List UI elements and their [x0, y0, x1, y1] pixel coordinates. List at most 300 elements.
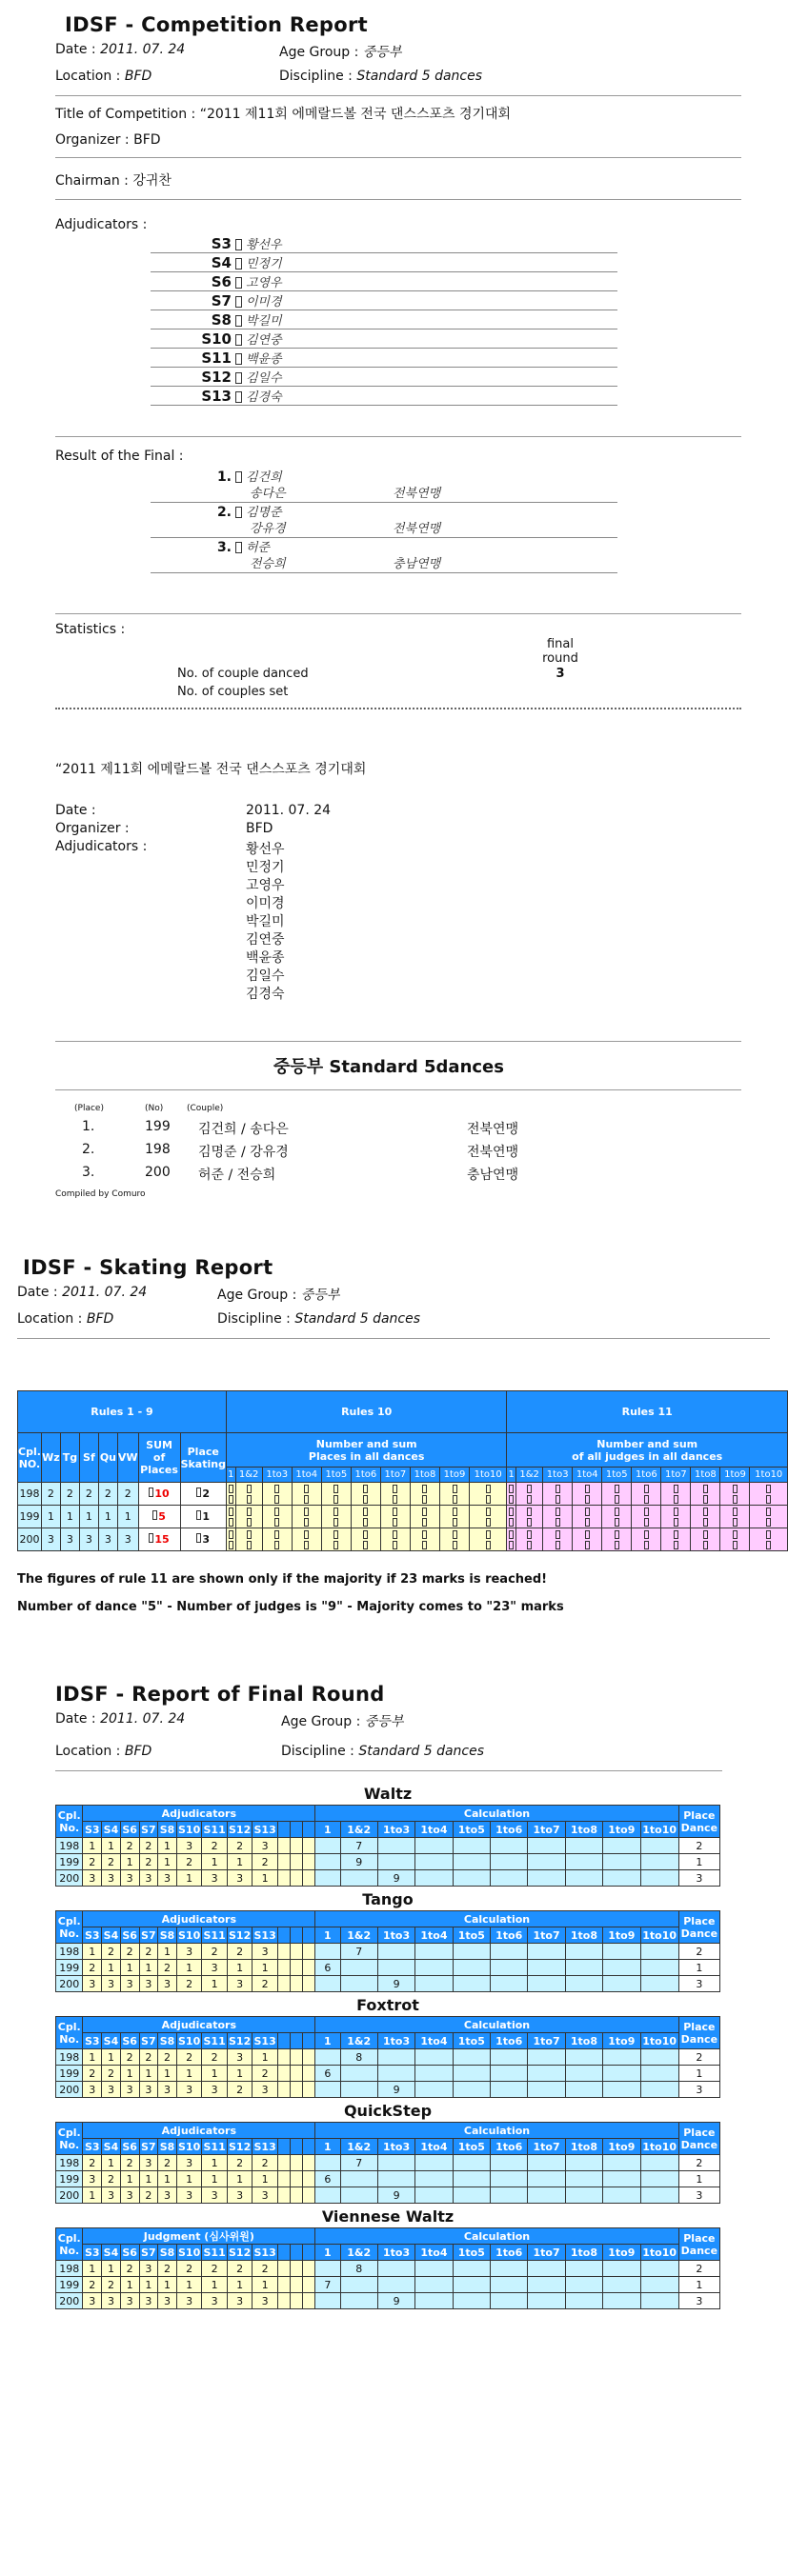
calc-cell: 9: [377, 2082, 414, 2098]
calculation-header: Calculation: [315, 2228, 678, 2245]
judge-col-blank: [291, 1822, 303, 1838]
calc-col-header: 1to5: [453, 2139, 490, 2155]
place-label: Place: [683, 1914, 716, 1927]
calc-col-header: 1to3: [262, 1468, 292, 1483]
judgment-header: Judgment (심사위원): [83, 2228, 315, 2245]
calc-cell: [640, 1854, 678, 1870]
calc-cell: [453, 2155, 490, 2171]
judge-mark: 2: [158, 2049, 177, 2066]
mark-blank: [303, 2261, 315, 2277]
divider: [55, 157, 741, 158]
calc-col-header: 1to3: [377, 1927, 414, 1944]
no-label: No.: [59, 1927, 80, 1940]
box-icon: [585, 1508, 590, 1516]
calc-cell: [377, 2049, 414, 2066]
box-icon: [196, 1533, 201, 1543]
calc-cell: [528, 1838, 565, 1854]
final-title: IDSF - Report of Final Round: [55, 1683, 385, 1706]
calc-col-header: 1to10: [470, 1468, 507, 1483]
calculation-header: Calculation: [315, 2123, 678, 2139]
judge-mark: 3: [120, 2293, 139, 2309]
rule11-cell: [750, 1528, 788, 1551]
final-dance-table: [55, 2227, 720, 2309]
judge-col-header: S4: [102, 1927, 121, 1944]
judge-col-blank: [303, 2033, 315, 2049]
divider: [55, 1770, 722, 1771]
place-dance: 3: [678, 1976, 719, 1992]
discipline-label: Discipline :: [281, 1744, 354, 1759]
place-label: Place: [683, 2020, 716, 2033]
summary-date-label: Date :: [55, 803, 96, 818]
summary-place: 2.: [82, 1142, 95, 1157]
judge-mark: 3: [227, 2049, 253, 2066]
calc-cell: [565, 1960, 602, 1976]
box-icon: [422, 1518, 427, 1527]
calc-cell: 9: [340, 1854, 377, 1870]
rule10-cell: [235, 1483, 262, 1506]
summary-no: 198: [145, 1142, 171, 1157]
rule11-cell: [516, 1528, 543, 1551]
mark-blank: [303, 2277, 315, 2293]
judge-mark: 2: [158, 2155, 177, 2171]
box-icon: [393, 1495, 397, 1504]
rule11-cell: [573, 1483, 602, 1506]
calc-cell: [640, 2171, 678, 2187]
judge-mark: 3: [83, 1870, 102, 1887]
final-row: [56, 2171, 720, 2187]
calc-cell: [603, 2261, 640, 2277]
judge-mark: 1: [202, 2277, 228, 2293]
skating-table: [17, 1390, 788, 1551]
result-label: Result of the Final :: [55, 449, 184, 464]
box-icon: [486, 1541, 491, 1549]
judge-mark: 1: [83, 2261, 102, 2277]
dance-col-header: Sf: [79, 1433, 98, 1483]
box-icon: [274, 1541, 279, 1549]
calc-cell: [315, 2082, 340, 2098]
calc-cell: [453, 1944, 490, 1960]
chairman-label: Chairman :: [55, 173, 129, 189]
calc-cell: [603, 1838, 640, 1854]
box-icon: [766, 1541, 771, 1549]
sum-value: 5: [158, 1510, 166, 1523]
place-dance: 3: [678, 2293, 719, 2309]
judge-mark: 1: [253, 2171, 278, 2187]
calc-col-header: 1to7: [528, 1927, 565, 1944]
mark-blank: [277, 1870, 290, 1887]
judge-mark: 3: [202, 1870, 228, 1887]
final-row: [56, 1976, 720, 1992]
divider: [55, 199, 741, 200]
judge-col-header: S6: [120, 2139, 139, 2155]
judge-mark: 1: [158, 2171, 177, 2187]
place-dance-header: [678, 2123, 719, 2155]
sum-of-places: [138, 1528, 180, 1551]
calc-cell: [640, 1976, 678, 1992]
judge-mark: 3: [176, 1944, 202, 1960]
adjudicator-row: [151, 272, 617, 291]
judge-col-header: S7: [139, 1822, 158, 1838]
couple-no: 200: [18, 1528, 42, 1551]
rule10-cell: [226, 1506, 235, 1528]
calc-cell: [603, 1870, 640, 1887]
calc-col-header: 1to8: [565, 1822, 602, 1838]
mark-blank: [277, 1960, 290, 1976]
summary-couple: 김건희 / 송다은: [198, 1122, 289, 1137]
judge-mark: 2: [102, 1854, 121, 1870]
calc-cell: 6: [315, 2171, 340, 2187]
calc-cell: [640, 2049, 678, 2066]
calc-col-header: 1to9: [603, 1822, 640, 1838]
final-result-item: [151, 538, 617, 573]
box-icon: [703, 1495, 708, 1504]
divider: [55, 708, 741, 709]
calc-cell: [415, 1854, 453, 1870]
calc-col-header: 1to4: [415, 2139, 453, 2155]
calc-cell: [640, 2082, 678, 2098]
calc-cell: [603, 2155, 640, 2171]
rules-11-header: Rules 11: [507, 1391, 788, 1433]
rule11-cell: [661, 1483, 691, 1506]
rule10-cell: [410, 1528, 439, 1551]
result-name-1: 허준: [246, 541, 271, 555]
calc-cell: 6: [315, 2066, 340, 2082]
calc-cell: [377, 2171, 414, 2187]
calc-cell: [315, 2293, 340, 2309]
calc-col-header: 1to8: [691, 1468, 720, 1483]
judge-mark: 3: [120, 1976, 139, 1992]
box-icon: [585, 1530, 590, 1539]
adjudicators-label: Adjudicators :: [55, 217, 148, 232]
skating-note-1: The figures of rule 11 are shown only if the majority if 23 marks is reached!: [17, 1572, 548, 1587]
cpl-no-header: [56, 2123, 83, 2155]
judge-mark: 2: [253, 2261, 278, 2277]
age-value: 중등부: [362, 45, 402, 60]
calc-col-header: 1to8: [565, 2033, 602, 2049]
date-label: Date :: [55, 1711, 96, 1727]
number-sum-label: Number and sum: [315, 1437, 417, 1450]
age-value: 중등부: [364, 1714, 404, 1729]
report-title: IDSF - Competition Report: [65, 13, 368, 36]
adjudicator-name: 황선우: [246, 238, 282, 252]
rule11-cell: [691, 1528, 720, 1551]
box-icon: [247, 1485, 252, 1493]
judge-col-header: S8: [158, 1822, 177, 1838]
calc-cell: [340, 1960, 377, 1976]
rule11-cell: [507, 1528, 516, 1551]
place-skating: [180, 1483, 226, 1506]
divider: [55, 436, 741, 437]
rule11-cell: [720, 1506, 750, 1528]
final-row: [56, 2261, 720, 2277]
judge-mark: 2: [139, 1944, 158, 1960]
mark-blank: [291, 2155, 303, 2171]
box-icon: [393, 1485, 397, 1493]
statistics-table: [55, 637, 741, 708]
adjudicator-row: [151, 310, 617, 329]
judge-mark: 3: [120, 1870, 139, 1887]
judge-mark: 1: [158, 1944, 177, 1960]
judge-mark: 3: [227, 1870, 253, 1887]
divider: [55, 1089, 741, 1090]
box-icon: [247, 1530, 252, 1539]
box-icon: [363, 1485, 368, 1493]
judge-col-blank: [277, 2139, 290, 2155]
dance-title: Viennese Waltz: [321, 2207, 455, 2226]
summary-adjudicator: 황선우: [246, 842, 285, 857]
event-title: 중등부 Standard 5dances: [273, 1057, 504, 1077]
judge-mark: 3: [139, 2293, 158, 2309]
calc-cell: 9: [377, 2293, 414, 2309]
result-place: 3.: [216, 540, 232, 555]
box-icon: [235, 296, 242, 308]
calc-cell: [565, 2049, 602, 2066]
rule10-cell: [470, 1528, 507, 1551]
calc-cell: [340, 1976, 377, 1992]
rule10-cell: [410, 1506, 439, 1528]
place-dance: 1: [678, 1960, 719, 1976]
judge-col-blank: [277, 1822, 290, 1838]
statistics-label: Statistics :: [55, 622, 126, 637]
adjudicators-header: Adjudicators: [83, 2017, 315, 2033]
judge-mark: 3: [158, 2082, 177, 2098]
judge-mark: 1: [102, 2155, 121, 2171]
calc-cell: [315, 2049, 340, 2066]
rule10-cell: [262, 1506, 292, 1528]
box-icon: [733, 1518, 737, 1527]
cpl-label: Cpl.: [57, 2020, 81, 2033]
judge-mark: 3: [176, 2082, 202, 2098]
judge-mark: 1: [83, 2049, 102, 2066]
box-icon: [274, 1530, 279, 1539]
rule11-cell: [602, 1506, 632, 1528]
discipline-value: Standard 5 dances: [358, 1744, 485, 1759]
no-label: No.: [59, 2138, 80, 2151]
judge-col-header: S7: [139, 2033, 158, 2049]
box-icon: [422, 1508, 427, 1516]
calc-col-header: 1to6: [491, 1927, 528, 1944]
skating-row: [18, 1506, 788, 1528]
calc-cell: [453, 2261, 490, 2277]
final-result-item: [151, 468, 617, 503]
judge-mark: 1: [120, 2277, 139, 2293]
calc-col-header: 1&2: [235, 1468, 262, 1483]
box-icon: [644, 1518, 649, 1527]
judge-mark: 1: [176, 1960, 202, 1976]
skating-title: IDSF - Skating Report: [23, 1256, 273, 1279]
box-icon: [556, 1541, 560, 1549]
calc-cell: [603, 1944, 640, 1960]
box-icon: [274, 1508, 279, 1516]
rule10-cell: [380, 1506, 410, 1528]
judge-mark: 3: [158, 2293, 177, 2309]
calc-col-header: 1to10: [640, 2033, 678, 2049]
final-dance-table: [55, 1805, 720, 1887]
judge-col-blank: [291, 2245, 303, 2261]
stat-row-set: No. of couples set: [177, 685, 289, 699]
rule10-cell: [292, 1483, 321, 1506]
rule11-cell: [661, 1528, 691, 1551]
mark-blank: [291, 2277, 303, 2293]
judge-mark: 2: [202, 2049, 228, 2066]
result-name-2: 강유경: [250, 522, 286, 536]
rule11-cell: [720, 1528, 750, 1551]
judge-col-header: S3: [83, 2033, 102, 2049]
adjudicator-code: S4: [211, 254, 232, 271]
mark-blank: [303, 1854, 315, 1870]
calc-cell: [491, 2155, 528, 2171]
box-icon: [229, 1530, 233, 1539]
box-icon: [486, 1530, 491, 1539]
judge-mark: 2: [120, 1838, 139, 1854]
box-icon: [235, 239, 242, 250]
calc-cell: [528, 2261, 565, 2277]
judge-mark: 1: [227, 1960, 253, 1976]
date-label: Date :: [17, 1285, 58, 1300]
box-icon: [393, 1508, 397, 1516]
calc-cell: [340, 2066, 377, 2082]
result-place: 1.: [216, 469, 232, 485]
rule11-cell: [661, 1506, 691, 1528]
calc-cell: [377, 2155, 414, 2171]
calc-cell: [491, 1944, 528, 1960]
box-icon: [304, 1495, 309, 1504]
calc-cell: [640, 1944, 678, 1960]
calc-cell: [640, 2155, 678, 2171]
box-icon: [615, 1530, 619, 1539]
cpl-label: Cpl.: [57, 2231, 81, 2245]
competition-summary: [55, 759, 741, 1199]
box-icon: [247, 1495, 252, 1504]
calc-cell: [340, 2277, 377, 2293]
calc-col-header: 1&2: [340, 2245, 377, 2261]
judge-mark: 2: [227, 1838, 253, 1854]
judge-col-header: S3: [83, 2245, 102, 2261]
judge-mark: 2: [176, 1976, 202, 1992]
box-icon: [393, 1518, 397, 1527]
judge-col-header: S7: [139, 1927, 158, 1944]
summary-organizer: BFD: [246, 821, 273, 836]
judge-mark: 3: [158, 2187, 177, 2204]
box-icon: [393, 1541, 397, 1549]
final-dances: [0, 1785, 788, 2309]
calc-cell: [565, 2277, 602, 2293]
place-dance: 3: [678, 2187, 719, 2204]
judge-mark: 3: [176, 2293, 202, 2309]
calc-col-header: 1to9: [603, 2245, 640, 2261]
adjudicator-row: [151, 291, 617, 310]
date-value: 2011. 07. 24: [100, 1711, 186, 1727]
adjudicator-name: 고영우: [246, 276, 282, 290]
box-icon: [363, 1508, 368, 1516]
place-dance: 1: [678, 2066, 719, 2082]
box-icon: [674, 1508, 678, 1516]
judge-mark: 1: [139, 1960, 158, 1976]
judge-col-header: S10: [178, 1928, 201, 1942]
couple-no: 199: [56, 1854, 83, 1870]
calc-col-header: 1to9: [603, 2139, 640, 2155]
mark-blank: [303, 2293, 315, 2309]
judge-mark: 3: [253, 2293, 278, 2309]
calc-col-header: 1to4: [415, 2245, 453, 2261]
final-result-item: [151, 503, 617, 538]
box-icon: [674, 1495, 678, 1504]
judge-mark: 1: [158, 2066, 177, 2082]
judge-col-header: S6: [120, 2245, 139, 2261]
box-icon: [235, 353, 242, 365]
calc-col-header: 1to5: [453, 2245, 490, 2261]
judge-mark: 1: [158, 2277, 177, 2293]
judge-mark: 3: [227, 1976, 253, 1992]
mark-blank: [291, 2261, 303, 2277]
calc-col-header: 1to4: [573, 1468, 602, 1483]
judge-mark: 1: [158, 1838, 177, 1854]
box-icon: [235, 507, 242, 518]
box-icon: [527, 1495, 532, 1504]
calc-cell: [315, 1854, 340, 1870]
judge-col-blank: [291, 2139, 303, 2155]
place-value: 2: [202, 1488, 211, 1500]
calc-col-header: 1&2: [516, 1468, 543, 1483]
calc-cell: [453, 1854, 490, 1870]
calc-col-header: 1to7: [528, 2245, 565, 2261]
rule11-cell: [507, 1506, 516, 1528]
dance-place: 1: [79, 1506, 98, 1528]
sum-of-places: [138, 1506, 180, 1528]
calc-cell: [415, 2277, 453, 2293]
judge-col-header: S6: [120, 1927, 139, 1944]
calc-cell: [491, 2187, 528, 2204]
judge-mark: 2: [83, 1960, 102, 1976]
judge-col-blank: [303, 1927, 315, 1944]
box-icon: [453, 1485, 457, 1493]
couple-no: 198: [56, 1944, 83, 1960]
dance-label: Dance: [680, 1927, 718, 1940]
calc-col-header: 1to6: [632, 1468, 661, 1483]
calc-col-header: 1to6: [351, 1468, 380, 1483]
rules-10-subheader: [226, 1433, 506, 1468]
calc-col-header: 1to8: [410, 1468, 439, 1483]
calc-cell: [603, 2082, 640, 2098]
place-dance: 2: [678, 2261, 719, 2277]
calc-cell: 9: [377, 1976, 414, 1992]
calc-col-header: 1to4: [415, 1927, 453, 1944]
calc-cell: [415, 2082, 453, 2098]
judge-mark: 1: [253, 1870, 278, 1887]
calc-cell: [565, 2293, 602, 2309]
rules-11-subheader: [507, 1433, 788, 1468]
box-icon: [644, 1508, 649, 1516]
place-dance: 3: [678, 2082, 719, 2098]
box-icon: [363, 1518, 368, 1527]
judge-col-header: S13: [253, 2140, 276, 2153]
organizer-value: BFD: [133, 132, 161, 148]
place-skating: [180, 1528, 226, 1551]
calc-cell: [453, 2187, 490, 2204]
box-icon: [556, 1495, 560, 1504]
discipline-label: Discipline :: [217, 1311, 291, 1327]
rule10-cell: [235, 1528, 262, 1551]
judge-col-header: S7: [139, 2139, 158, 2155]
calc-col-header: 1to4: [415, 1822, 453, 1838]
calc-col-header: 1to4: [415, 2033, 453, 2049]
location-value: BFD: [124, 1744, 152, 1759]
rule11-cell: [750, 1506, 788, 1528]
mark-blank: [303, 1960, 315, 1976]
couple-no: 199: [18, 1506, 42, 1528]
judge-mark: 3: [83, 2082, 102, 2098]
calc-col-header: 1to5: [453, 1927, 490, 1944]
